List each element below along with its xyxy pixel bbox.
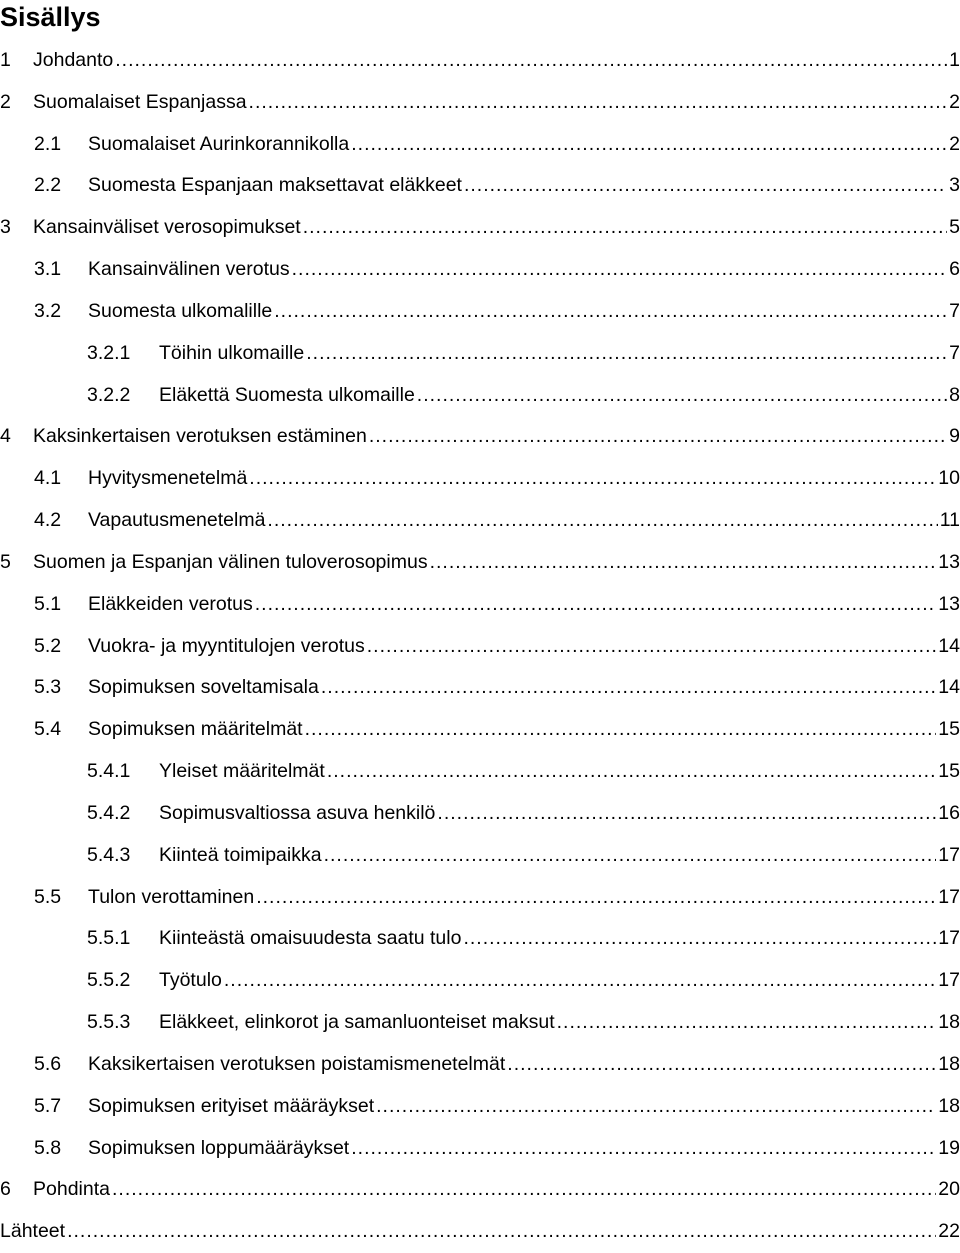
toc-entry-number: 5.4.1 bbox=[87, 760, 131, 783]
toc-entry-page-number: 17 bbox=[938, 927, 960, 950]
toc-entry[interactable] bbox=[0, 584, 960, 626]
toc-dot-leader bbox=[464, 165, 947, 207]
toc-entry-number: 5.5.2 bbox=[87, 969, 131, 992]
toc-entry-number: 5.4.2 bbox=[87, 801, 131, 824]
toc-dot-leader bbox=[267, 500, 937, 542]
toc-entry-number: 5 bbox=[0, 550, 11, 573]
toc-dot-leader bbox=[369, 416, 947, 458]
toc-entry-title: Työtulo bbox=[159, 969, 222, 992]
toc-dot-leader bbox=[224, 960, 936, 1002]
toc-dot-leader bbox=[351, 124, 947, 166]
toc-entry[interactable] bbox=[0, 1002, 960, 1044]
toc-entry-title: Hyvitysmenetelmä bbox=[88, 467, 248, 490]
toc-dot-leader bbox=[274, 291, 947, 333]
toc-entry-title: Suomen ja Espanjan välinen tuloverosopimus bbox=[33, 550, 428, 573]
toc-entry-page-number: 22 bbox=[938, 1220, 960, 1243]
toc-dot-leader bbox=[305, 709, 937, 751]
toc-entry-title: Johdanto bbox=[33, 49, 114, 71]
toc-dot-leader bbox=[324, 835, 937, 877]
toc-entry-title: Sopimuksen soveltamisala bbox=[88, 676, 319, 699]
toc-entry[interactable] bbox=[0, 375, 960, 417]
toc-dot-leader bbox=[112, 1169, 936, 1211]
toc-entry[interactable] bbox=[0, 249, 960, 291]
toc-entry-title: Pohdinta bbox=[33, 1178, 110, 1201]
toc-entry-number: 4.2 bbox=[34, 509, 62, 532]
toc-entry-number: 4 bbox=[0, 425, 11, 448]
toc-entry-title: Lähteet bbox=[0, 1220, 66, 1243]
toc-entry-page-number: 19 bbox=[938, 1136, 960, 1159]
toc-entry-number: 5.5.3 bbox=[87, 1011, 131, 1034]
toc-entry-page-number: 14 bbox=[938, 676, 960, 699]
toc-entry-page-number: 13 bbox=[938, 592, 960, 615]
toc-dot-leader bbox=[255, 584, 937, 626]
toc-entry-number: 3.2.1 bbox=[87, 341, 131, 364]
toc-entry-title: Yleiset määritelmät bbox=[159, 760, 325, 783]
toc-entry[interactable] bbox=[0, 82, 960, 124]
toc-entry-title: Sopimuksen loppumääräykset bbox=[88, 1136, 350, 1159]
toc-dot-leader bbox=[292, 249, 948, 291]
toc-entry-number: 2.1 bbox=[34, 132, 62, 155]
toc-entry-title: Suomesta ulkomalille bbox=[88, 299, 273, 322]
toc-entry[interactable] bbox=[0, 207, 960, 249]
toc-entry-page-number: 17 bbox=[938, 843, 960, 866]
toc-dot-leader bbox=[557, 1002, 937, 1044]
toc-entry-number: 5.4.3 bbox=[87, 843, 131, 866]
toc-entry[interactable] bbox=[0, 626, 960, 668]
toc-entry[interactable] bbox=[0, 793, 960, 835]
toc-entry-title: Kiinteästä omaisuudesta saatu tulo bbox=[159, 927, 462, 950]
toc-entry[interactable] bbox=[0, 333, 960, 375]
toc-dot-leader bbox=[367, 626, 937, 668]
toc-entry-page-number: 15 bbox=[938, 760, 960, 783]
toc-entry[interactable] bbox=[0, 124, 960, 166]
toc-entry-number: 1 bbox=[0, 49, 11, 71]
toc-entry-page-number: 3 bbox=[949, 174, 960, 197]
toc-dot-leader bbox=[376, 1086, 936, 1128]
toc-entry-page-number: 15 bbox=[938, 718, 960, 741]
toc-entry[interactable] bbox=[0, 709, 960, 751]
toc-entry-page-number: 11 bbox=[939, 509, 960, 532]
table-of-contents bbox=[0, 40, 960, 1253]
toc-entry-number: 5.2 bbox=[34, 634, 62, 657]
toc-entry-title: Tulon verottaminen bbox=[88, 885, 255, 908]
toc-entry[interactable] bbox=[0, 960, 960, 1002]
toc-entry-number: 5.6 bbox=[34, 1052, 62, 1075]
toc-entry-page-number: 2 bbox=[949, 132, 960, 155]
toc-entry[interactable] bbox=[0, 918, 960, 960]
toc-entry[interactable] bbox=[0, 1169, 960, 1211]
toc-entry-page-number: 1 bbox=[949, 49, 960, 71]
toc-entry-number: 5.4 bbox=[34, 718, 62, 741]
toc-entry-title: Eläkkeet, elinkorot ja samanluonteiset maksut bbox=[159, 1011, 555, 1034]
toc-entry-number: 2.2 bbox=[34, 174, 62, 197]
toc-entry-number: 3.2.2 bbox=[87, 383, 131, 406]
toc-entry-title: Vapautusmenetelmä bbox=[88, 509, 266, 532]
toc-entry[interactable] bbox=[0, 542, 960, 584]
toc-entry[interactable] bbox=[0, 1086, 960, 1128]
toc-entry-title: Kaksikertaisen verotuksen poistamismenetelmät bbox=[88, 1052, 506, 1075]
toc-entry-page-number: 17 bbox=[938, 969, 960, 992]
toc-entry-number: 5.5 bbox=[34, 885, 62, 908]
toc-entry-number: 5.1 bbox=[34, 592, 62, 615]
toc-dot-leader bbox=[115, 40, 947, 82]
toc-entry-page-number: 9 bbox=[949, 425, 960, 448]
toc-entry-title: Sopimusvaltiossa asuva henkilö bbox=[159, 801, 436, 824]
toc-entry-page-number: 20 bbox=[938, 1178, 960, 1201]
toc-entry-number: 3 bbox=[0, 216, 11, 239]
toc-entry-title: Töihin ulkomaille bbox=[159, 341, 305, 364]
toc-entry-title: Suomesta Espanjaan maksettavat eläkkeet bbox=[88, 174, 462, 197]
toc-entry-title: Kiinteä toimipaikka bbox=[159, 843, 322, 866]
toc-entry-page-number: 18 bbox=[938, 1011, 960, 1034]
toc-entry[interactable] bbox=[0, 500, 960, 542]
toc-dot-leader bbox=[463, 918, 936, 960]
toc-entry-title: Sopimuksen erityiset määräykset bbox=[88, 1094, 375, 1117]
toc-entry-number: 2 bbox=[0, 90, 11, 113]
toc-entry-title: Eläkkeiden verotus bbox=[88, 592, 253, 615]
toc-dot-leader bbox=[437, 793, 936, 835]
toc-entry[interactable] bbox=[0, 291, 960, 333]
toc-entry[interactable] bbox=[0, 835, 960, 877]
toc-entry-page-number: 7 bbox=[949, 299, 960, 322]
toc-entry-number: 5.7 bbox=[34, 1094, 62, 1117]
toc-entry-number: 3.2 bbox=[34, 299, 62, 322]
toc-entry-page-number: 2 bbox=[949, 90, 960, 113]
toc-dot-leader bbox=[67, 1211, 936, 1253]
toc-entry-number: 5.3 bbox=[34, 676, 62, 699]
toc-entry-title: Suomalaiset Aurinkorannikolla bbox=[88, 132, 350, 155]
toc-dot-leader bbox=[306, 333, 947, 375]
toc-entry-page-number: 7 bbox=[949, 341, 960, 364]
toc-entry[interactable] bbox=[0, 877, 960, 919]
toc-dot-leader bbox=[417, 375, 947, 417]
toc-entry[interactable] bbox=[0, 40, 960, 82]
toc-dot-leader bbox=[507, 1044, 936, 1086]
toc-entry-page-number: 5 bbox=[949, 216, 960, 239]
toc-entry-page-number: 13 bbox=[938, 550, 960, 573]
toc-dot-leader bbox=[303, 207, 947, 249]
toc-entry-number: 4.1 bbox=[34, 467, 62, 490]
toc-entry-page-number: 14 bbox=[938, 634, 960, 657]
toc-entry-number: 6 bbox=[0, 1178, 11, 1201]
toc-entry[interactable] bbox=[0, 751, 960, 793]
toc-entry-page-number: 6 bbox=[949, 258, 960, 281]
toc-dot-leader bbox=[256, 877, 936, 919]
toc-entry-title: Vuokra- ja myyntitulojen verotus bbox=[88, 634, 365, 657]
toc-dot-leader bbox=[249, 458, 936, 500]
toc-entry-title: Eläkettä Suomesta ulkomaille bbox=[159, 383, 415, 406]
toc-dot-leader bbox=[351, 1128, 936, 1170]
toc-entry-page-number: 18 bbox=[938, 1052, 960, 1075]
toc-entry[interactable] bbox=[0, 1044, 960, 1086]
toc-entry-page-number: 16 bbox=[938, 801, 960, 824]
toc-entry-title: Kaksinkertaisen verotuksen estäminen bbox=[33, 425, 367, 448]
toc-entry-page-number: 8 bbox=[949, 383, 960, 406]
toc-entry[interactable] bbox=[0, 458, 960, 500]
toc-entry-page-number: 18 bbox=[938, 1094, 960, 1117]
toc-entry-title: Sopimuksen määritelmät bbox=[88, 718, 303, 741]
toc-entry-page-number: 17 bbox=[938, 885, 960, 908]
toc-entry[interactable] bbox=[0, 667, 960, 709]
toc-entry-page-number: 10 bbox=[938, 467, 960, 490]
toc-entry-title: Suomalaiset Espanjassa bbox=[33, 90, 247, 113]
toc-entry[interactable] bbox=[0, 165, 960, 207]
toc-dot-leader bbox=[430, 542, 937, 584]
toc-dot-leader bbox=[249, 82, 948, 124]
page-title: Sisällys bbox=[0, 2, 101, 32]
toc-dot-leader bbox=[327, 751, 936, 793]
toc-entry-title: Kansainvälinen verotus bbox=[88, 258, 290, 281]
toc-entry[interactable] bbox=[0, 1211, 960, 1253]
toc-dot-leader bbox=[321, 667, 936, 709]
toc-entry[interactable] bbox=[0, 1128, 960, 1170]
toc-entry-number: 5.8 bbox=[34, 1136, 62, 1159]
toc-entry-number: 3.1 bbox=[34, 258, 62, 281]
toc-entry[interactable] bbox=[0, 416, 960, 458]
toc-entry-title: Kansainväliset verosopimukset bbox=[33, 216, 301, 239]
toc-entry-number: 5.5.1 bbox=[87, 927, 131, 950]
